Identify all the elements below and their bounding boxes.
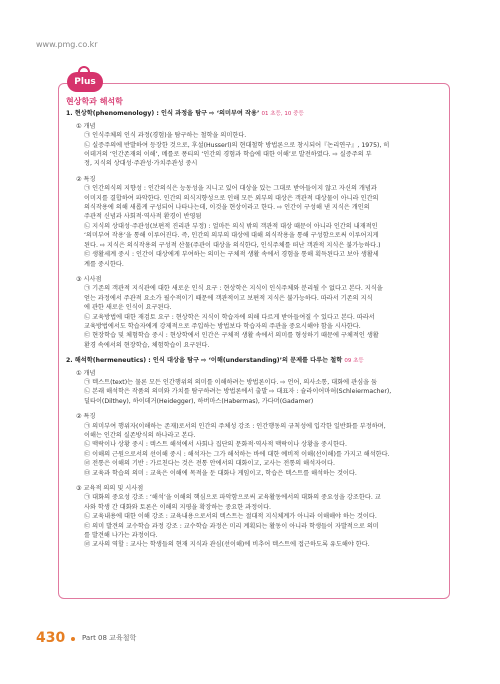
part-label: Part 08 교육철학 <box>82 634 137 642</box>
list-item: ㉠ 인식주체의 인식 과정(경험)을 탐구하는 철학을 의미한다. <box>84 132 247 140</box>
content-area <box>66 97 442 550</box>
list-item: 정, 지식의 상대성·주관성·가치주관성 중시 <box>84 160 198 168</box>
list-item: 이해는 인간의 실존방식의 하나라고 본다. <box>84 432 196 439</box>
list-item: 이미지를 결합하여 파악한다. 인간의 의식지향성으로 인해 모든 외부의 대상은 객관적 대상물이 아니라 인간의 <box>84 194 379 202</box>
s2-features-heading: ② 특징 <box>76 413 96 421</box>
list-item: ㉠ 텍스트(text)는 물론 모든 인간행위의 의미를 이해하려는 방법론이다. ⇨ 언어, 의사소통, 대화에 관심을 둠 <box>84 378 377 386</box>
list-item: ㉢ 이해의 근원으로서의 선이해 중시 : 해석자는 그가 해석하는 바에 대한 예비적 이해(선이해)를 가지고 해석한다. <box>84 450 390 458</box>
s2-significance-list <box>66 493 442 549</box>
list-item: ㉢ 현장학습 및 체험학습 중시 : 현상학에서 인간은 구체적 생활 속에서 의미를 형성하기 때문에 구체적인 생활 <box>84 332 379 340</box>
list-item: ㉡ 교육내용에 대한 이해 강조 : 교육내용으로서의 텍스트는 절대적 지식체계가 아니라 이해해야 하는 것이다. <box>84 513 377 521</box>
s1-concept-list <box>66 131 442 169</box>
list-item: 교육방법에서도 학습자에게 강제적으로 주입하는 방법보다 학습자의 주관을 중요시해야 함을 시사한다. <box>84 322 361 330</box>
list-item: ㉡ 교육방법에 대한 재검토 요구 : 현상학은 지식이 학습자에 의해 다르게 받아들여질 수 있다고 본다. 따라서 <box>84 313 375 321</box>
list-item: ㉠ 인간의식의 지향성 : 인간의식은 능동성을 지니고 있어 대상을 있는 그대로 받아들이지 않고 자신의 개념과 <box>84 185 377 193</box>
list-item: ‘의미부여 작용’을 통해 이루어진다. 즉, 인간의 의부의 대상에 대해 의식작용을 통해 구성함으로써 이루어지게 <box>84 232 379 240</box>
list-item: 를 발견해 나가는 과정이다. <box>84 532 158 540</box>
list-item: 에 관한 새로운 인식이 요구된다. <box>84 304 172 312</box>
s2-concept-list <box>66 378 442 406</box>
s2-features-list <box>66 422 442 478</box>
list-item: ㉢ 의미 발견의 교수학습 과정 강조 : 교수학습 과정은 미리 계획되는 활동이 아니라 학생들이 자발적으로 의미 <box>84 522 379 530</box>
list-item: ㉤ 교육과 학습의 의미 : 교육은 이해에 목적을 둔 대화나 게임이고, 학습은 텍스트를 해석하는 것이다. <box>84 469 357 477</box>
list-item: 딜타이(Dilthey), 하이데거(Heidegger), 하버마스(Habermas), 가다머(Gadamer) <box>84 397 314 405</box>
list-item: 사와 학생 간 대화와 토론은 이해의 지평을 확장하는 중요한 과정이다. <box>84 503 272 511</box>
footer-bullet <box>71 637 75 641</box>
list-item: ㉠ 의미부여 행위자(이해하는 존재)로서의 인간의 주체성 강조 : 인간행동의 규칙성에 입각한 일반화를 부정하며, <box>84 422 386 430</box>
hermeneutics-heading <box>66 356 442 366</box>
list-item: ㉡ 실증주의에 반발하여 등장한 것으로, 후설(Husserl)의 현대철학 방법론으로 창시되어『논리연구』, 1975), 히 <box>84 141 390 149</box>
list-item: 의식작용에 의해 새롭게 구성되어 나타나는데, 이것을 현상이라고 한다. ⇨ 인간이 구성해 낸 지식은 개인의 <box>84 204 370 212</box>
s2-concept-heading: ① 개념 <box>76 369 96 377</box>
list-item: 얻는 과정에서 주관적 요소가 필수적이기 때문에 객관적이고 보편적 지식은 불가능하다. 따라서 기존의 지식 <box>84 294 373 302</box>
list-item: 된다. ⇨ 지식은 의식작용의 구성적 산물(주관이 대상을 의식한다, 인식주체를 떠난 객관적 지식은 불가능하다.) <box>84 241 381 249</box>
s1-features-heading: ② 특징 <box>76 175 96 183</box>
list-item: ㉣ 전통은 이해의 기반 : 가르친다는 것은 전통 안에서의 대화이고, 교사는 전통의 해석자이다. <box>84 460 335 468</box>
phenomenology-title: 1. 현상학(phenomenology) : 인식 과정을 탐구 ⇨ ‘의미부여 작용’ <box>66 110 260 118</box>
phenomenology-exam-tag: 01 초등, 10 중등 <box>261 111 304 118</box>
list-item: ㉢ 생활세계 중시 : 인간이 대상에게 부여하는 의미는 구체적 생활 속에서 경험을 통해 획득된다고 보아 생활세 <box>84 251 379 259</box>
list-item: ㉠ 기존의 객관적 지식관에 대한 새로운 인식 요구 : 현상학은 지식이 인식주체와 분리될 수 없다고 본다. 지식을 <box>84 285 383 293</box>
site-url: www.pmg.co.kr <box>36 40 98 49</box>
s1-implications-list <box>66 284 442 350</box>
list-item: ㉣ 교사의 역할 : 교사는 학생들의 현재 지식과 관심(선이해)에 비추어 텍스트에 접근하도록 유도해야 한다. <box>84 541 370 549</box>
page-number: 430 <box>36 630 66 646</box>
s1-concept-heading: ① 개념 <box>76 122 96 130</box>
s1-implications-heading: ③ 시사점 <box>76 275 102 283</box>
section-title: 현상학과 해석학 <box>66 97 123 106</box>
list-item: 주관적 신념과 사회적·역사적 환경이 반영됨 <box>84 213 202 221</box>
list-item: 환경 속에서의 현장학습, 체험학습이 요구된다. <box>84 341 210 349</box>
hermeneutics-exam-tag: 09 초등 <box>344 358 364 365</box>
s2-significance-heading: ③ 교육적 의의 및 시사점 <box>76 485 144 493</box>
list-item: ㉡ 본래 해석학은 작품의 의미와 가치를 탐구하려는 방법론에서 출발 ⇨ 대표자 : 슐라이어마허(Schleiermacher), <box>84 388 392 396</box>
phenomenology-heading <box>66 109 442 119</box>
hermeneutics-title: 2. 해석학(hermeneutics) : 인식 대상을 탐구 ⇨ ‘이해(understanding)’의 문제를 다루는 철학 <box>66 357 343 365</box>
s1-features-list <box>66 184 442 269</box>
list-item: ㉠ 대화의 중요성 강조 : ‘해석’을 이해의 핵심으로 파악함으로써 교육활동에서의 대화의 중요성을 강조한다. 교 <box>84 494 381 502</box>
plus-badge: Plus <box>67 72 103 92</box>
list-item: ㉡ 지식의 상대성·주관성(보편적 진리관 부정) : 얼마든 의식 밖의 객관적 대상 때문이 아니라 인간의 내재적인 <box>84 222 378 230</box>
list-item: 계를 중시한다. <box>84 260 124 268</box>
list-item: 이데거의 ‘인간존재의 이해’, 메를로 퐁티의 ‘인간의 경험과 학습에 대한 이해’로 발전하였다. ⇨ 실증주의 부 <box>84 151 372 159</box>
list-item: ㉡ 맥락이나 상황 중시 : 텍스트 해석에서 사회나 집단의 문화적·역사적 맥락이나 상황을 중시한다. <box>84 441 347 449</box>
